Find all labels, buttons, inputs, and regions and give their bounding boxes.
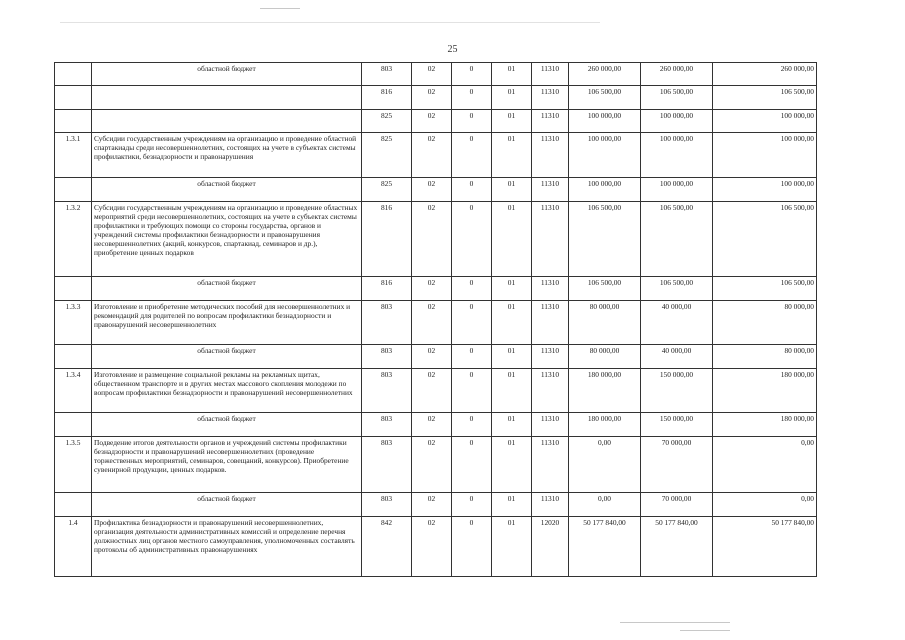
code-admin: 825	[362, 178, 412, 202]
code-admin: 803	[362, 493, 412, 517]
code-program: 01	[492, 413, 532, 437]
code-section: 02	[412, 369, 452, 413]
table-row	[55, 110, 817, 133]
code-admin: 825	[362, 133, 412, 178]
code-section: 02	[412, 517, 452, 577]
amount-1: 106 500,00	[569, 86, 641, 110]
page-number: 25	[447, 44, 458, 55]
code-subsection: 0	[452, 369, 492, 413]
code-section: 02	[412, 277, 452, 301]
code-admin: 816	[362, 277, 412, 301]
amount-3: 106 500,00	[713, 202, 817, 277]
code-admin: 803	[362, 437, 412, 493]
amount-1: 80 000,00	[569, 345, 641, 369]
item-description	[92, 86, 362, 110]
code-section: 02	[412, 301, 452, 345]
scan-artifact	[260, 8, 300, 9]
item-description: областной бюджет	[92, 493, 362, 517]
table-row	[55, 517, 817, 577]
amount-2: 150 000,00	[641, 369, 713, 413]
code-expense: 11310	[532, 202, 569, 277]
code-section: 02	[412, 437, 452, 493]
item-description: Субсидии государственным учреждениям на организацию и проведение областной спартакиады среди несовершеннолетних, состоящих на учете в субъектах системы профилактики, безнадзорности и правонарушения	[92, 133, 362, 178]
amount-3: 260 000,00	[713, 63, 817, 86]
table-row	[55, 86, 817, 110]
scan-artifact	[620, 622, 730, 623]
item-description: областной бюджет	[92, 277, 362, 301]
amount-3: 106 500,00	[713, 86, 817, 110]
amount-1: 50 177 840,00	[569, 517, 641, 577]
budget-table	[54, 62, 817, 577]
table-row	[55, 345, 817, 369]
code-subsection: 0	[452, 133, 492, 178]
amount-3: 80 000,00	[713, 345, 817, 369]
amount-2: 106 500,00	[641, 202, 713, 277]
amount-3: 106 500,00	[713, 277, 817, 301]
code-subsection: 0	[452, 63, 492, 86]
amount-3: 80 000,00	[713, 301, 817, 345]
table-row	[55, 133, 817, 178]
code-expense: 11310	[532, 86, 569, 110]
amount-2: 50 177 840,00	[641, 517, 713, 577]
scan-artifact	[680, 630, 730, 631]
item-number	[55, 493, 92, 517]
amount-1: 180 000,00	[569, 413, 641, 437]
amount-2: 40 000,00	[641, 345, 713, 369]
amount-3: 100 000,00	[713, 178, 817, 202]
code-expense: 11310	[532, 110, 569, 133]
code-section: 02	[412, 202, 452, 277]
code-expense: 11310	[532, 178, 569, 202]
amount-2: 260 000,00	[641, 63, 713, 86]
code-admin: 803	[362, 345, 412, 369]
code-expense: 11310	[532, 277, 569, 301]
code-section: 02	[412, 133, 452, 178]
code-section: 02	[412, 413, 452, 437]
amount-1: 260 000,00	[569, 63, 641, 86]
amount-2: 100 000,00	[641, 110, 713, 133]
item-description: областной бюджет	[92, 178, 362, 202]
amount-3: 0,00	[713, 437, 817, 493]
code-program: 01	[492, 369, 532, 413]
amount-1: 100 000,00	[569, 110, 641, 133]
code-expense: 11310	[532, 437, 569, 493]
code-program: 01	[492, 345, 532, 369]
code-section: 02	[412, 345, 452, 369]
code-subsection: 0	[452, 517, 492, 577]
code-subsection: 0	[452, 301, 492, 345]
code-program: 01	[492, 133, 532, 178]
table-row	[55, 413, 817, 437]
code-expense: 11310	[532, 493, 569, 517]
code-section: 02	[412, 63, 452, 86]
code-expense: 12020	[532, 517, 569, 577]
code-admin: 825	[362, 110, 412, 133]
code-expense: 11310	[532, 369, 569, 413]
code-subsection: 0	[452, 178, 492, 202]
code-section: 02	[412, 110, 452, 133]
code-program: 01	[492, 178, 532, 202]
budget-table-body	[55, 63, 817, 577]
item-number	[55, 413, 92, 437]
amount-2: 40 000,00	[641, 301, 713, 345]
code-admin: 816	[362, 86, 412, 110]
amount-2: 150 000,00	[641, 413, 713, 437]
code-admin: 803	[362, 301, 412, 345]
amount-2: 100 000,00	[641, 133, 713, 178]
amount-1: 180 000,00	[569, 369, 641, 413]
item-description: Изготовление и размещение социальной рекламы на рекламных щитах, общественном транспорте и в других местах массового скопления молодежи по вопросам профилактики безнадзорности и правонарушений несовершеннолетних	[92, 369, 362, 413]
amount-3: 180 000,00	[713, 413, 817, 437]
code-admin: 803	[362, 369, 412, 413]
item-description: Профилактика безнадзорности и правонарушений несовершеннолетних, организация деятельности административных комиссий и определение перечня должностных лиц органов местного самоуправления, уполномоченных составлять протоколы об административных правонарушениях	[92, 517, 362, 577]
item-description: областной бюджет	[92, 345, 362, 369]
table-row	[55, 277, 817, 301]
item-number: 1.3.5	[55, 437, 92, 493]
table-row	[55, 437, 817, 493]
table-row	[55, 178, 817, 202]
code-program: 01	[492, 493, 532, 517]
amount-2: 100 000,00	[641, 178, 713, 202]
item-number	[55, 345, 92, 369]
item-number: 1.3.3	[55, 301, 92, 345]
code-subsection: 0	[452, 345, 492, 369]
code-section: 02	[412, 86, 452, 110]
code-admin: 803	[362, 63, 412, 86]
amount-1: 0,00	[569, 437, 641, 493]
code-program: 01	[492, 86, 532, 110]
amount-1: 80 000,00	[569, 301, 641, 345]
item-number: 1.3.2	[55, 202, 92, 277]
code-expense: 11310	[532, 301, 569, 345]
item-number	[55, 110, 92, 133]
code-subsection: 0	[452, 277, 492, 301]
item-description: Подведение итогов деятельности органов и учреждений системы профилактики безнадзорности и правонарушений несовершеннолетних (проведение торжественных мероприятий, семинаров, совещаний, конкурсов). Приобретение сувенирной продукции, ценных подарков.	[92, 437, 362, 493]
item-description: Изготовление и приобретение методических пособий для несовершеннолетних и рекомендаций для родителей по вопросам профилактики безнадзорности и правонарушений несовершеннолетних	[92, 301, 362, 345]
code-program: 01	[492, 202, 532, 277]
amount-1: 100 000,00	[569, 178, 641, 202]
table-row	[55, 63, 817, 86]
amount-2: 70 000,00	[641, 493, 713, 517]
item-description: областной бюджет	[92, 63, 362, 86]
amount-3: 50 177 840,00	[713, 517, 817, 577]
code-admin: 803	[362, 413, 412, 437]
code-program: 01	[492, 63, 532, 86]
code-section: 02	[412, 493, 452, 517]
amount-1: 106 500,00	[569, 202, 641, 277]
table-row	[55, 369, 817, 413]
code-program: 01	[492, 517, 532, 577]
table-row	[55, 301, 817, 345]
amount-2: 70 000,00	[641, 437, 713, 493]
code-expense: 11310	[532, 133, 569, 178]
code-program: 01	[492, 277, 532, 301]
code-subsection: 0	[452, 202, 492, 277]
amount-2: 106 500,00	[641, 277, 713, 301]
item-number	[55, 63, 92, 86]
item-number: 1.4	[55, 517, 92, 577]
amount-3: 100 000,00	[713, 133, 817, 178]
table-row	[55, 493, 817, 517]
amount-1: 100 000,00	[569, 133, 641, 178]
code-program: 01	[492, 110, 532, 133]
code-subsection: 0	[452, 86, 492, 110]
code-program: 01	[492, 301, 532, 345]
item-description: областной бюджет	[92, 413, 362, 437]
code-section: 02	[412, 178, 452, 202]
code-expense: 11310	[532, 345, 569, 369]
amount-1: 0,00	[569, 493, 641, 517]
scan-artifact	[60, 22, 600, 23]
amount-3: 100 000,00	[713, 110, 817, 133]
code-admin: 816	[362, 202, 412, 277]
table-row	[55, 202, 817, 277]
item-number	[55, 178, 92, 202]
code-subsection: 0	[452, 437, 492, 493]
amount-3: 180 000,00	[713, 369, 817, 413]
code-program: 01	[492, 437, 532, 493]
item-number: 1.3.1	[55, 133, 92, 178]
code-subsection: 0	[452, 413, 492, 437]
amount-3: 0,00	[713, 493, 817, 517]
item-number	[55, 277, 92, 301]
code-admin: 842	[362, 517, 412, 577]
item-number: 1.3.4	[55, 369, 92, 413]
item-description: Субсидии государственным учреждениям на организацию и проведение областных мероприятий среди несовершеннолетних, состоящих на учете в субъектах системы профилактики и требующих помощи со стороны государства, органов и учреждений системы профилактики безнадзорности и правонарушения несовершеннолетних (акций, конкурсов, спартакиад, семинаров и др.), приобретение ценных подарков	[92, 202, 362, 277]
amount-1: 106 500,00	[569, 277, 641, 301]
code-expense: 11310	[532, 413, 569, 437]
item-description	[92, 110, 362, 133]
item-number	[55, 86, 92, 110]
code-subsection: 0	[452, 110, 492, 133]
amount-2: 106 500,00	[641, 86, 713, 110]
code-subsection: 0	[452, 493, 492, 517]
code-expense: 11310	[532, 63, 569, 86]
